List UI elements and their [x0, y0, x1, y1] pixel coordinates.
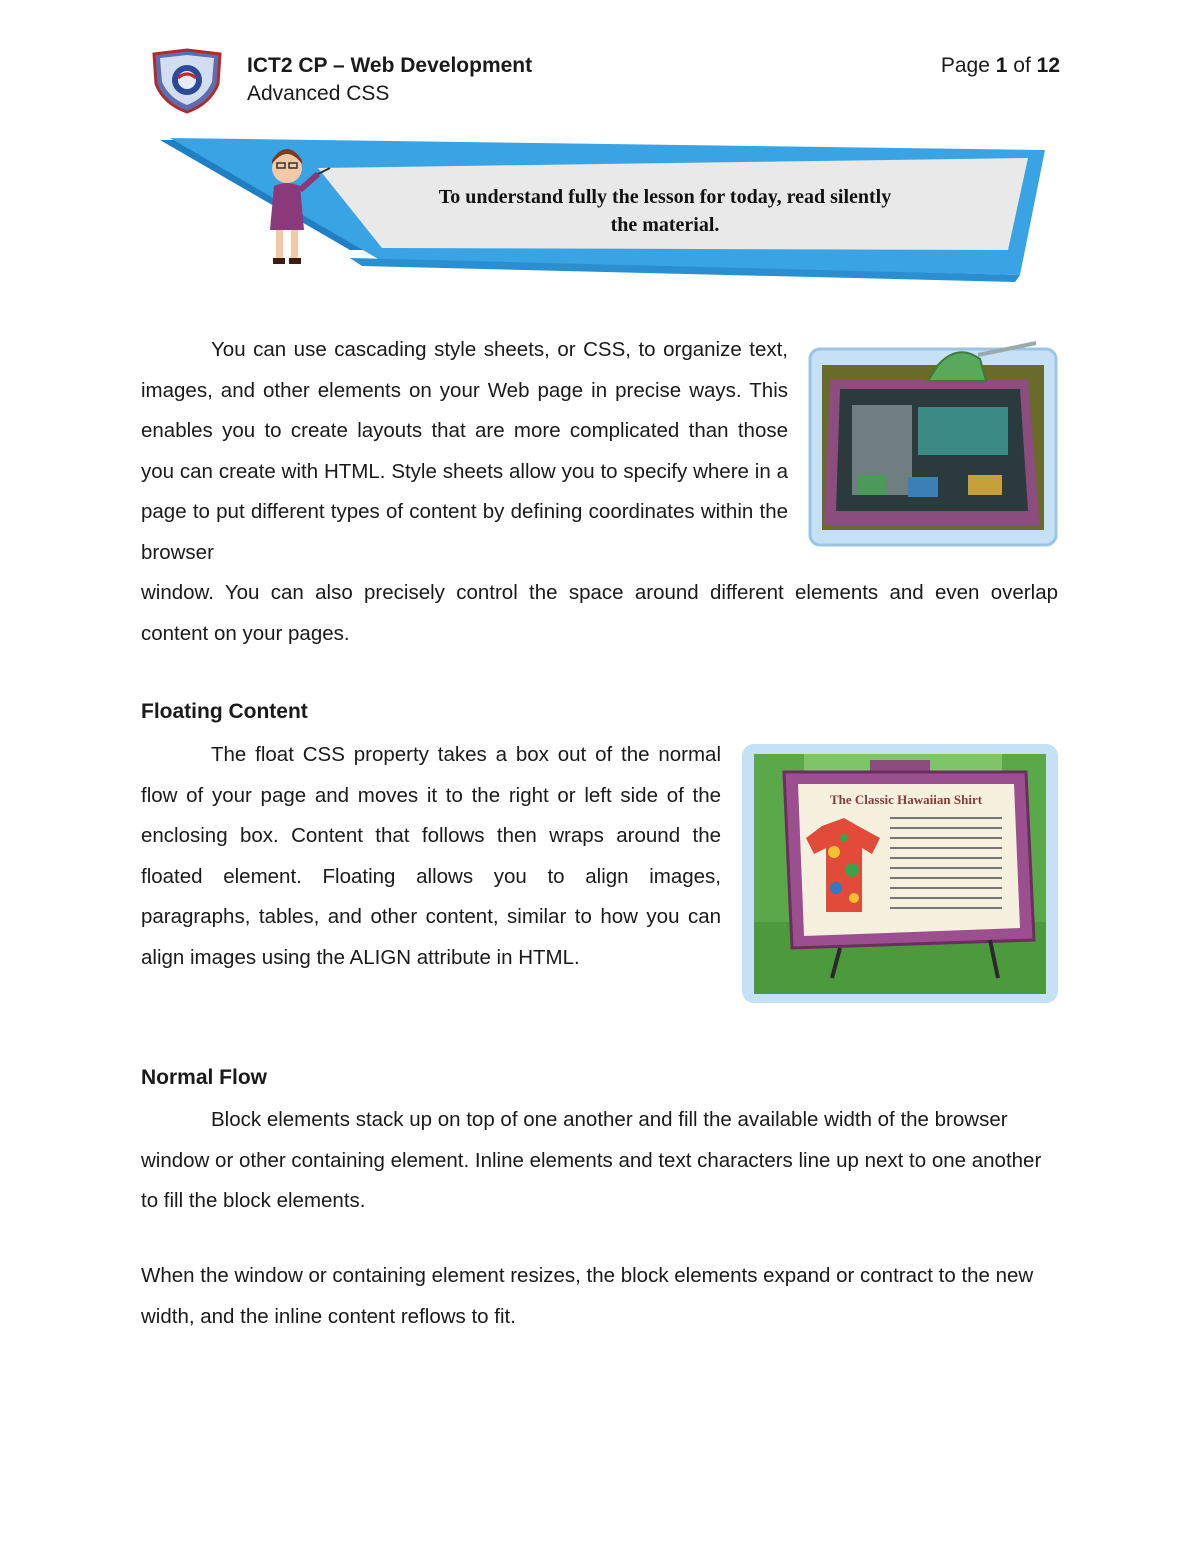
lesson-subtitle: Advanced CSS: [247, 82, 390, 105]
course-title: ICT2 CP – Web Development: [247, 54, 533, 77]
css-tablet-illustration: [808, 335, 1058, 548]
page-current: 1: [995, 54, 1008, 77]
banner-line-2: the material.: [610, 214, 720, 236]
hawaiian-shirt-easel-illustration: [740, 742, 1060, 1005]
school-logo: [150, 48, 224, 114]
banner-text: [390, 183, 940, 239]
normal-flow-paragraph-2: When the window or containing element resizes, the block elements expand or contract to the new width, and the inline content reflows to fit.: [141, 1264, 1034, 1328]
normal-flow-heading: Normal Flow: [141, 1066, 268, 1089]
floating-content-heading: Floating Content: [141, 700, 308, 723]
page-middle: of: [1007, 54, 1037, 77]
banner-line-1: To understand fully the lesson for today, read silently: [438, 186, 892, 208]
floating-content-paragraph: The float CSS property takes a box out of the normal flow of your page and moves it to the right or left side of the enclosing box. Content that follows then wraps around the floated element. Floating allows you to align images, paragraphs, tables, and other content, similar to how you can align images using the ALIGN attribute in HTML.: [141, 743, 721, 969]
page-prefix: Page: [940, 54, 996, 77]
poster-title: The Classic Hawaiian Shirt: [830, 792, 983, 807]
page-indicator: [941, 54, 1060, 78]
page-total: 12: [1036, 54, 1060, 77]
intro-paragraph-continued: window. You can also precisely control the space around different elements and even overlap content on your pages.: [141, 581, 1058, 645]
intro-paragraph: You can use cascading style sheets, or CSS, to organize text, images, and other elements on your Web page in precise ways. This enables you to create layouts that are more complicated than those you can create with HTML. Style sheets allow you to specify where in a page to put different types of content by defining coordinates within the browser: [141, 338, 788, 564]
normal-flow-paragraph-1: Block elements stack up on top of one another and fill the available width of the browser window or other containing element. Inline elements and text characters line up next to one another to fill the block elements.: [141, 1108, 1042, 1212]
